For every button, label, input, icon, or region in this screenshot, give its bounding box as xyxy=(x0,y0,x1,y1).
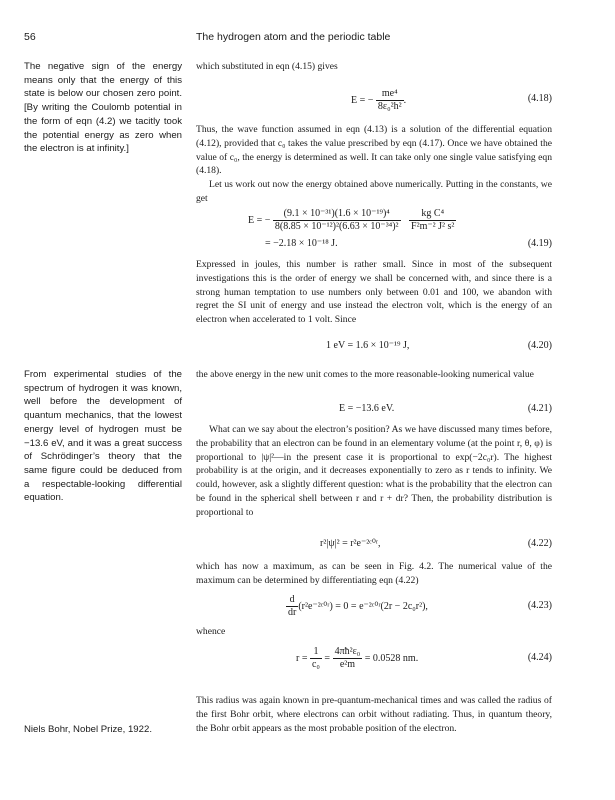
paragraph-ev-value: the above energy in the new unit comes to the more reasonable-looking numerical value xyxy=(196,369,534,380)
eq-lhs: E = − xyxy=(248,214,271,226)
eq-numerator: (9.1 × 10⁻³¹)(1.6 × 10⁻¹⁹)⁴ xyxy=(283,208,390,219)
eq-tail: . xyxy=(403,94,407,106)
frac1-denominator: c₀ xyxy=(311,659,320,670)
equation-4-18 xyxy=(196,88,552,112)
equation-number: (4.18) xyxy=(527,93,552,104)
equation-number: (4.19) xyxy=(527,238,552,249)
equation-4-21 xyxy=(196,403,552,423)
equation-4-22 xyxy=(196,538,552,558)
equation-4-23 xyxy=(196,594,552,624)
eq-result: = 0.0528 nm. xyxy=(364,652,419,664)
paragraph-maximum: which has now a maximum, as can be seen in Fig. 4.2. The numerical value of the maximum can be determined by differentiating eqn (4.22) xyxy=(196,561,552,586)
margin-note-spectrum: From experimental studies of the spectrum of hydrogen it was known, well before the development of quantum mechanics, that the lowest energy level of hydrogen must be −13.6 eV, and it was a great success of Schrödinger’s theory that the same figure could be deduced from a respectable-looking differential equation. xyxy=(24,369,182,504)
equation-4-19 xyxy=(196,208,552,254)
paragraph-bohr-radius: This radius was again known in pre-quantum-mechanical times and was called the radius of the first Bohr orbit, where electrons can orbit without radiating. Thus, in quantum theory, the Bohr orbit appears as the most probable position of the electron. xyxy=(196,695,552,734)
equation-number: (4.20) xyxy=(527,340,552,351)
paragraph-numeric: Let us work out now the energy obtained above numerically. Putting in the constants, we get xyxy=(196,179,552,204)
eq-lhs: r = xyxy=(296,652,308,664)
equation-number: (4.24) xyxy=(527,652,552,663)
eq-numerator: me⁴ xyxy=(381,88,398,99)
equation-number: (4.23) xyxy=(527,600,552,611)
eq-body: (r²e⁻²ᶜ⁰ʳ) = 0 = e⁻²ᶜ⁰ʳ(2r − 2c₀r²), xyxy=(298,600,428,612)
margin-note-bohr: Niels Bohr, Nobel Prize, 1922. xyxy=(24,724,152,735)
eq-equals: = xyxy=(324,652,331,664)
margin-note-energy-sign: The negative sign of the energy means only that the energy of this state is below our chosen zero point. [By writing the Coulomb potential in the form of eqn (4.2) we tacitly took the potential energy as zero when the electron is at infinity.] xyxy=(24,61,182,155)
equation-number: (4.21) xyxy=(527,403,552,414)
equation-4-24 xyxy=(196,646,552,676)
paragraph-joules: Expressed in joules, this number is rather small. Since in most of the subsequent investigations this is the order of energy we shall be concerned with, and since there is a strong human temptation to use numbers only between 0.01 and 100, we abandon with regret the SI unit of energy and use instead the electron volt, which is the energy of an electron when accelerated to 1 volt. Since xyxy=(196,259,552,326)
frac2-numerator: 4πħ²ε₀ xyxy=(334,646,361,657)
eq-body: E = −13.6 eV. xyxy=(339,403,395,414)
paragraph-position: What can we say about the electron’s position? As we have discussed many times before, the probability that an electron can be found in an elementary volume (at the point r, θ, φ) is proportional to |ψ|²—in the present case it is proportional to exp(−2c₀r). The highest probability is at the origin, and it decreases exponentially to zero as r tends to infinity. We could, however, ask a slightly different question: what is the probability that the electron can be found in the spherical shell between r and r + dr? Then, the probability distribution is proportional to xyxy=(196,424,552,518)
deriv-denominator: dr xyxy=(288,607,297,618)
equation-4-20 xyxy=(196,340,552,360)
unit-denominator: F²m⁻² J² s² xyxy=(411,221,455,232)
eq-result: = −2.18 × 10⁻¹⁸ J. xyxy=(265,238,338,249)
paragraph-solution xyxy=(196,123,552,206)
running-header: The hydrogen atom and the periodic table xyxy=(196,31,391,43)
unit-numerator: kg C⁴ xyxy=(421,208,445,219)
page-number: 56 xyxy=(24,31,36,43)
frac2-denominator: e²m xyxy=(333,658,363,671)
eq-lhs: E = − xyxy=(351,94,374,106)
eq-denominator: 8ε₀²h² xyxy=(377,101,402,112)
equation-number: (4.22) xyxy=(527,538,552,549)
paragraph-whence: whence xyxy=(196,626,226,637)
paragraph-intro: which substituted in eqn (4.15) gives xyxy=(196,61,338,72)
eq-body: r²|ψ|² = r²e⁻²ᶜ⁰ʳ, xyxy=(320,538,381,549)
eq-body: 1 eV = 1.6 × 10⁻¹⁹ J, xyxy=(326,340,410,351)
frac1-numerator: 1 xyxy=(313,646,319,657)
deriv-numerator: d xyxy=(289,594,295,605)
eq-denominator: 8(8.85 × 10⁻¹²)²(6.63 × 10⁻³⁴)² xyxy=(274,221,399,232)
paragraph-solution-text: Thus, the wave function assumed in eqn (4.13) is a solution of the differential equation (4.12), provided that c₀ takes the value prescribed by eqn (4.17). Once we have obtained the value of c₀, the energy is determined as well. It can take only one single value satisfying eqn (4.18). xyxy=(196,124,552,177)
